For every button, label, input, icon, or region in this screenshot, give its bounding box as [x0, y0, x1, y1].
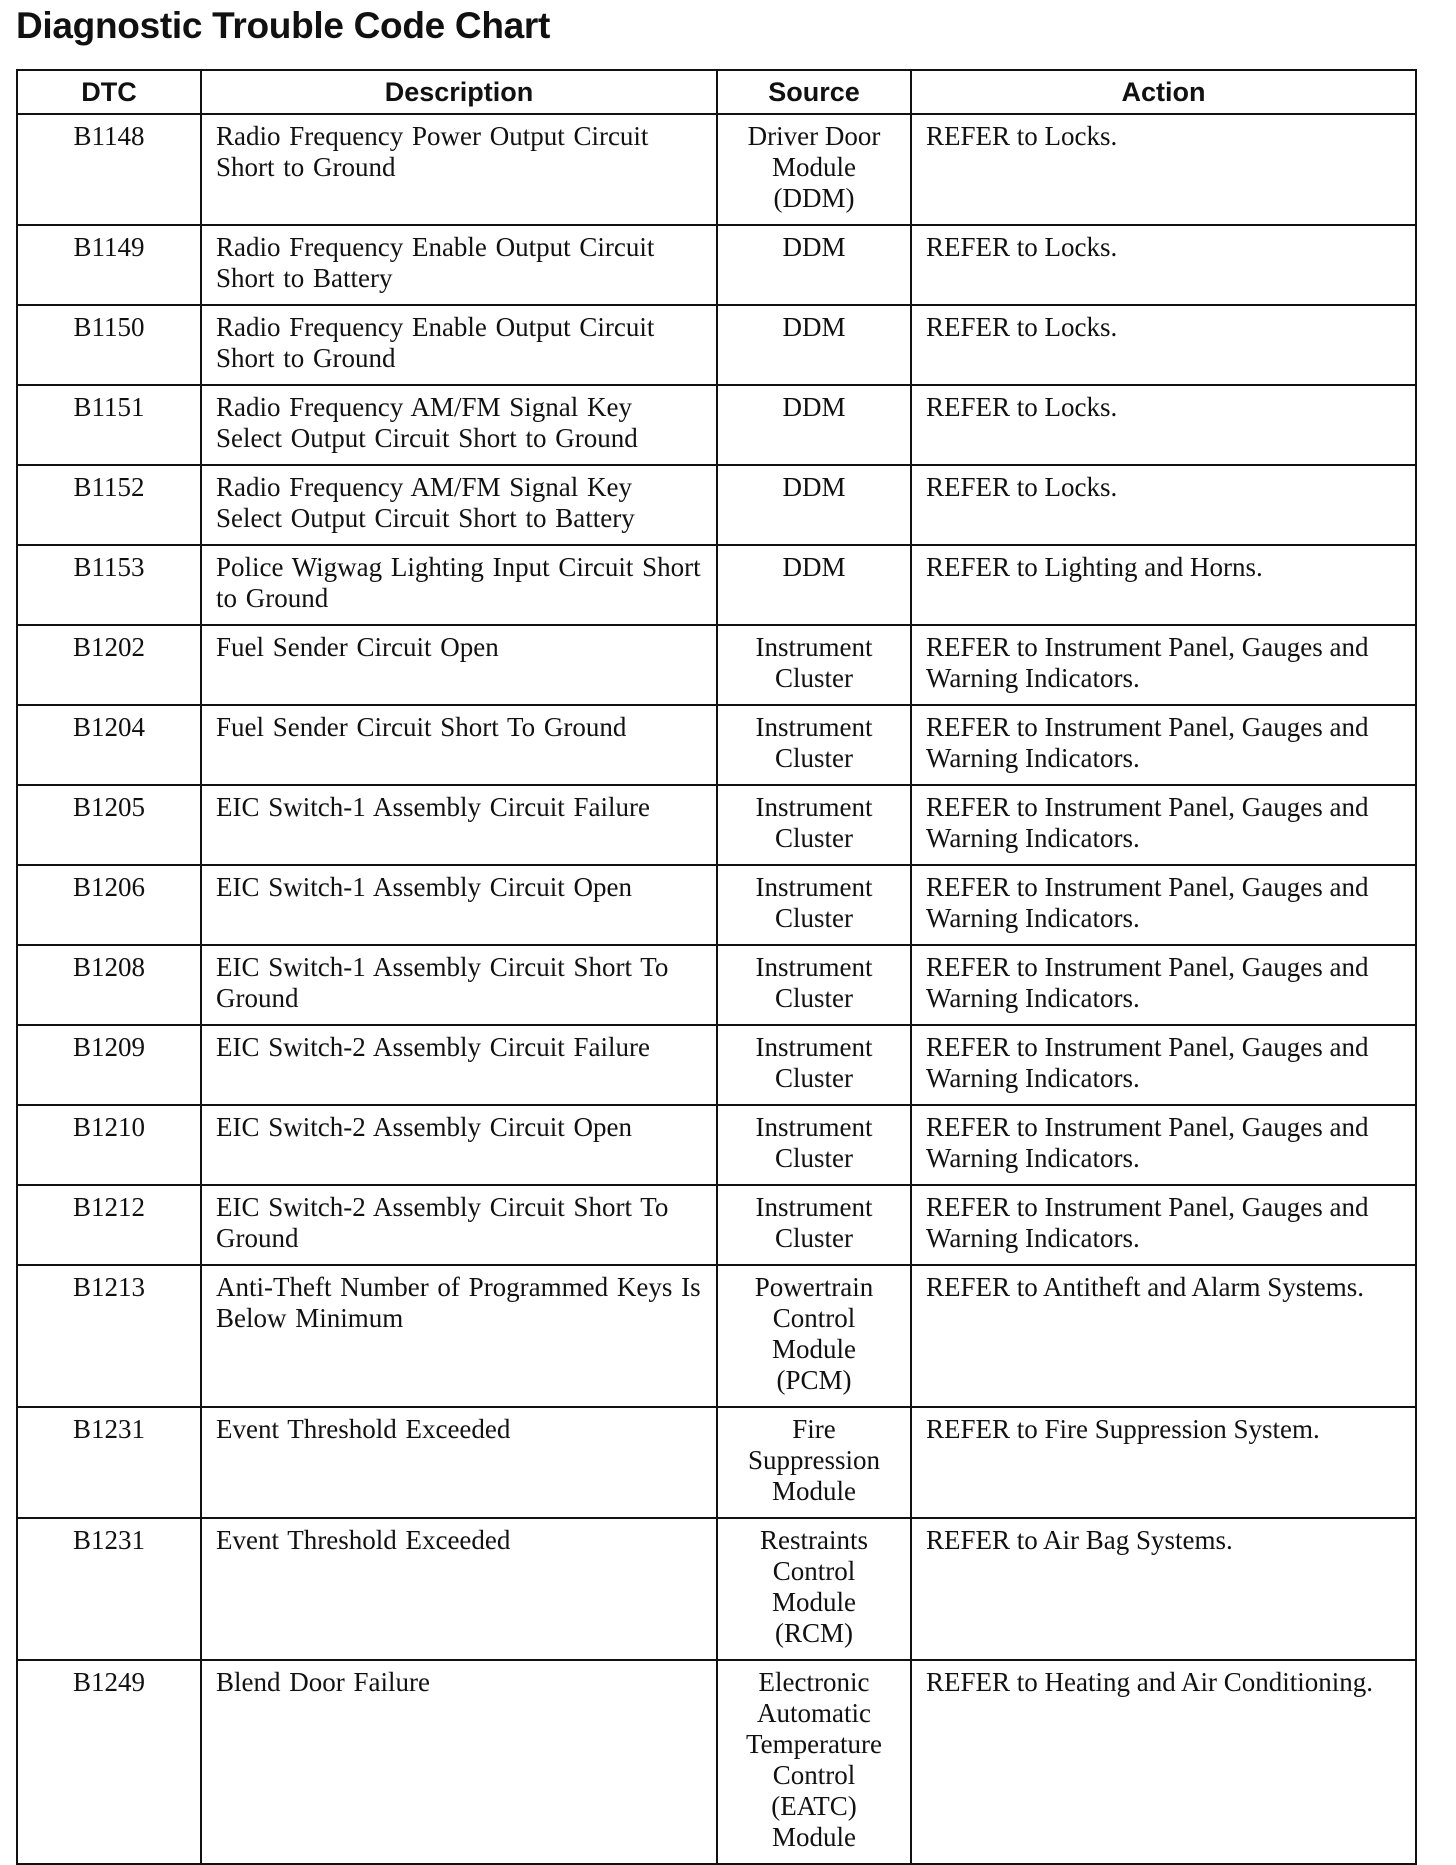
- table-row: [17, 1265, 1416, 1407]
- action-cell: REFER to Instrument Panel, Gauges and Warning Indicators.: [911, 785, 1416, 865]
- action-cell: REFER to Locks.: [911, 305, 1416, 385]
- action-cell: REFER to Air Bag Systems.: [911, 1518, 1416, 1660]
- source-cell: Restraints Control Module (RCM): [717, 1518, 911, 1660]
- description-cell: Police Wigwag Lighting Input Circuit Short to Ground: [201, 545, 717, 625]
- action-cell: REFER to Instrument Panel, Gauges and Warning Indicators.: [911, 1105, 1416, 1185]
- action-cell: REFER to Instrument Panel, Gauges and Warning Indicators.: [911, 945, 1416, 1025]
- source-cell: DDM: [717, 465, 911, 545]
- dtc-table: [16, 69, 1417, 1865]
- description-cell: EIC Switch-1 Assembly Circuit Short To Ground: [201, 945, 717, 1025]
- table-row: [17, 1518, 1416, 1660]
- dtc-cell: B1148: [17, 114, 201, 225]
- dtc-cell: B1209: [17, 1025, 201, 1105]
- header-description: Description: [201, 70, 717, 114]
- dtc-cell: B1202: [17, 625, 201, 705]
- description-cell: Fuel Sender Circuit Short To Ground: [201, 705, 717, 785]
- action-cell: REFER to Instrument Panel, Gauges and Warning Indicators.: [911, 625, 1416, 705]
- table-row: [17, 1407, 1416, 1518]
- description-cell: Radio Frequency AM/FM Signal Key Select Output Circuit Short to Ground: [201, 385, 717, 465]
- page-title: Diagnostic Trouble Code Chart: [16, 5, 551, 46]
- dtc-cell: B1213: [17, 1265, 201, 1407]
- source-cell: Instrument Cluster: [717, 1185, 911, 1265]
- table-row: [17, 465, 1416, 545]
- dtc-cell: B1152: [17, 465, 201, 545]
- description-cell: Event Threshold Exceeded: [201, 1407, 717, 1518]
- action-cell: REFER to Locks.: [911, 225, 1416, 305]
- source-cell: DDM: [717, 305, 911, 385]
- description-cell: EIC Switch-2 Assembly Circuit Failure: [201, 1025, 717, 1105]
- table-row: [17, 945, 1416, 1025]
- table-row: [17, 1185, 1416, 1265]
- action-cell: REFER to Instrument Panel, Gauges and Warning Indicators.: [911, 705, 1416, 785]
- dtc-cell: B1151: [17, 385, 201, 465]
- table-row: [17, 705, 1416, 785]
- source-cell: Instrument Cluster: [717, 625, 911, 705]
- table-row: [17, 385, 1416, 465]
- dtc-cell: B1212: [17, 1185, 201, 1265]
- source-cell: Powertrain Control Module (PCM): [717, 1265, 911, 1407]
- action-cell: REFER to Lighting and Horns.: [911, 545, 1416, 625]
- table-header-row: [17, 70, 1416, 114]
- table-row: [17, 865, 1416, 945]
- description-cell: Radio Frequency Power Output Circuit Short to Ground: [201, 114, 717, 225]
- description-cell: Blend Door Failure: [201, 1660, 717, 1864]
- action-cell: REFER to Locks.: [911, 385, 1416, 465]
- dtc-cell: B1149: [17, 225, 201, 305]
- description-cell: Radio Frequency Enable Output Circuit Short to Battery: [201, 225, 717, 305]
- header-source: Source: [717, 70, 911, 114]
- source-cell: Instrument Cluster: [717, 1105, 911, 1185]
- table-row: [17, 545, 1416, 625]
- dtc-cell: B1205: [17, 785, 201, 865]
- table-row: [17, 1105, 1416, 1185]
- dtc-cell: B1208: [17, 945, 201, 1025]
- action-cell: REFER to Instrument Panel, Gauges and Warning Indicators.: [911, 1025, 1416, 1105]
- table-row: [17, 225, 1416, 305]
- action-cell: REFER to Heating and Air Conditioning.: [911, 1660, 1416, 1864]
- description-cell: Fuel Sender Circuit Open: [201, 625, 717, 705]
- table-row: [17, 305, 1416, 385]
- description-cell: EIC Switch-2 Assembly Circuit Open: [201, 1105, 717, 1185]
- header-dtc: DTC: [17, 70, 201, 114]
- source-cell: Instrument Cluster: [717, 1025, 911, 1105]
- action-cell: REFER to Locks.: [911, 114, 1416, 225]
- source-cell: DDM: [717, 225, 911, 305]
- table-row: [17, 625, 1416, 705]
- header-action: Action: [911, 70, 1416, 114]
- source-cell: Instrument Cluster: [717, 785, 911, 865]
- description-cell: EIC Switch-1 Assembly Circuit Open: [201, 865, 717, 945]
- dtc-cell: B1204: [17, 705, 201, 785]
- source-cell: Instrument Cluster: [717, 705, 911, 785]
- dtc-cell: B1231: [17, 1518, 201, 1660]
- table-row: [17, 1660, 1416, 1864]
- source-cell: Fire Suppression Module: [717, 1407, 911, 1518]
- description-cell: EIC Switch-2 Assembly Circuit Short To Ground: [201, 1185, 717, 1265]
- action-cell: REFER to Instrument Panel, Gauges and Warning Indicators.: [911, 1185, 1416, 1265]
- table-row: [17, 1025, 1416, 1105]
- dtc-cell: B1249: [17, 1660, 201, 1864]
- source-cell: Instrument Cluster: [717, 945, 911, 1025]
- table-row: [17, 785, 1416, 865]
- description-cell: Anti-Theft Number of Programmed Keys Is Below Minimum: [201, 1265, 717, 1407]
- action-cell: REFER to Fire Suppression System.: [911, 1407, 1416, 1518]
- source-cell: Electronic Automatic Temperature Control (EATC) Module: [717, 1660, 911, 1864]
- source-cell: DDM: [717, 385, 911, 465]
- action-cell: REFER to Instrument Panel, Gauges and Warning Indicators.: [911, 865, 1416, 945]
- action-cell: REFER to Antitheft and Alarm Systems.: [911, 1265, 1416, 1407]
- description-cell: Radio Frequency Enable Output Circuit Short to Ground: [201, 305, 717, 385]
- source-cell: Instrument Cluster: [717, 865, 911, 945]
- description-cell: EIC Switch-1 Assembly Circuit Failure: [201, 785, 717, 865]
- dtc-cell: B1231: [17, 1407, 201, 1518]
- source-cell: DDM: [717, 545, 911, 625]
- dtc-cell: B1150: [17, 305, 201, 385]
- description-cell: Radio Frequency AM/FM Signal Key Select Output Circuit Short to Battery: [201, 465, 717, 545]
- dtc-cell: B1206: [17, 865, 201, 945]
- table-row: [17, 114, 1416, 225]
- source-cell: Driver Door Module (DDM): [717, 114, 911, 225]
- dtc-cell: B1153: [17, 545, 201, 625]
- dtc-cell: B1210: [17, 1105, 201, 1185]
- description-cell: Event Threshold Exceeded: [201, 1518, 717, 1660]
- action-cell: REFER to Locks.: [911, 465, 1416, 545]
